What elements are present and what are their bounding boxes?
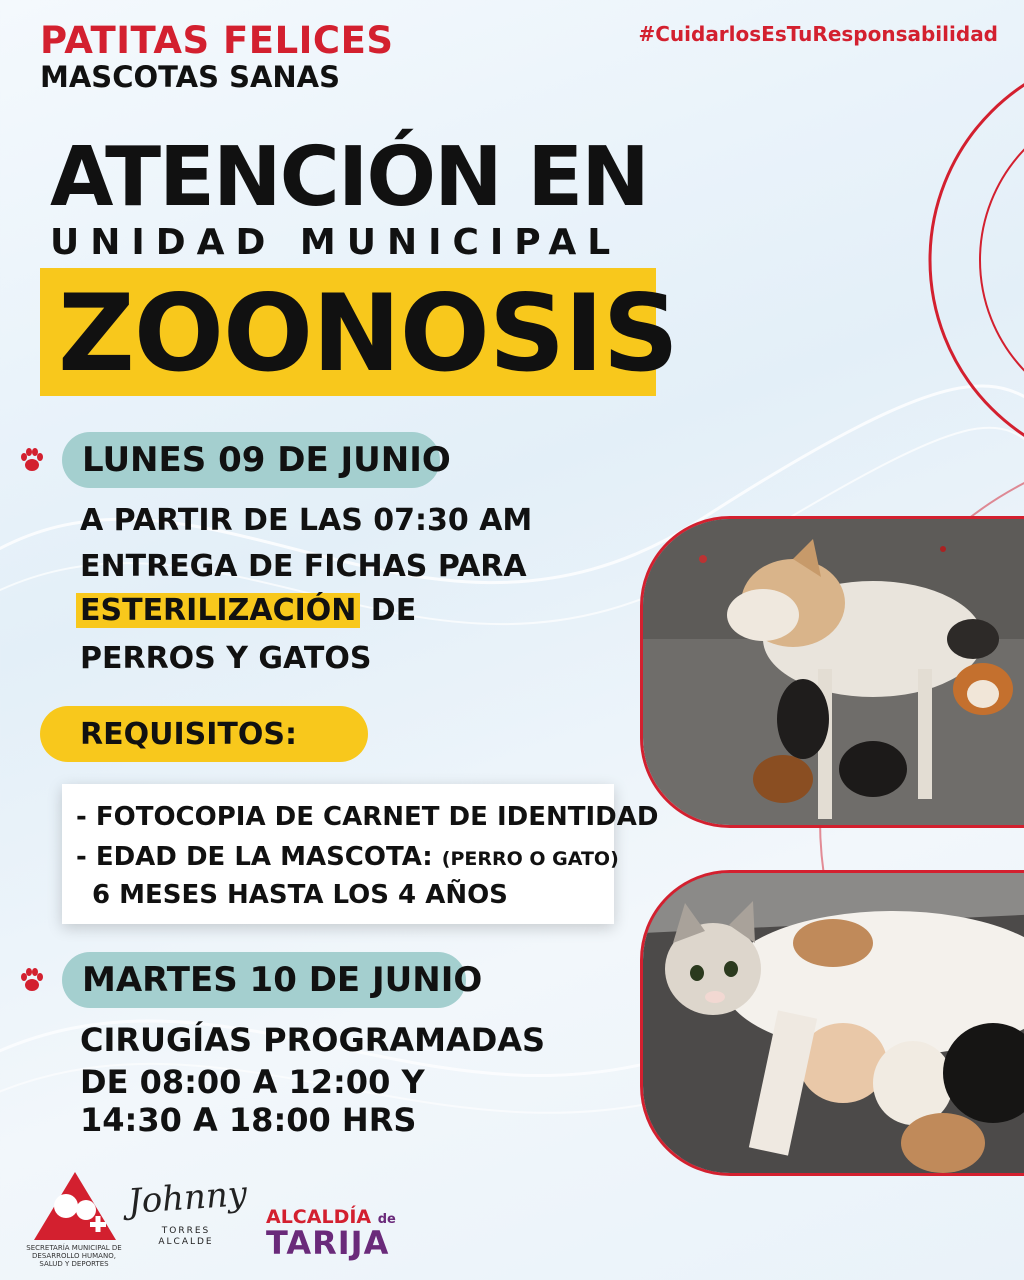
mayor-signature-subtitle: TORRES ALCALDE — [158, 1226, 214, 1247]
day1-line1: A PARTIR DE LAS 07:30 AM — [80, 503, 533, 538]
brand-block — [40, 19, 394, 94]
alcaldia-de: de — [377, 1212, 396, 1227]
brand-line1: PATITAS FELICES — [40, 19, 394, 62]
brand-line2: MASCOTAS SANAS — [40, 60, 341, 94]
date-badge-tuesday — [62, 952, 483, 1008]
mayor-signature: Johnny — [126, 1173, 249, 1223]
day1-line3-rest: DE — [360, 593, 417, 628]
day1-line3 — [80, 593, 417, 628]
date-label: LUNES 09 DE JUNIO — [82, 440, 451, 480]
requirements-label: REQUISITOS: — [80, 716, 297, 752]
alcaldia-city: TARIJA — [266, 1224, 390, 1262]
paw-icon — [18, 966, 46, 994]
secretaria-logo — [30, 1170, 120, 1242]
title-line3: ZOONOSIS — [58, 272, 679, 395]
title-line2: UNIDAD MUNICIPAL — [50, 222, 622, 263]
highlight-sterilization: ESTERILIZACIÓN — [76, 593, 360, 628]
dog-with-puppies-photo — [640, 516, 1024, 828]
title-line1: ATENCIÓN EN — [50, 130, 648, 225]
day1-line2: ENTREGA DE FICHAS PARA — [80, 549, 527, 584]
paw-icon — [18, 446, 46, 474]
secretaria-text: SECRETARÍA MUNICIPAL DE DESARROLLO HUMANO, SALUD Y DEPORTES — [26, 1244, 122, 1269]
date-label: MARTES 10 DE JUNIO — [82, 960, 483, 1000]
requirement-item2-cont: 6 MESES HASTA LOS 4 AÑOS — [92, 880, 508, 910]
date-badge-monday — [62, 432, 451, 488]
day2-line2: DE 08:00 A 12:00 Y — [80, 1063, 425, 1101]
day2-line3: 14:30 A 18:00 HRS — [80, 1101, 417, 1139]
requirement-item2 — [76, 842, 619, 872]
day2-line1: CIRUGÍAS PROGRAMADAS — [80, 1021, 546, 1059]
requirement-item1: - FOTOCOPIA DE CARNET DE IDENTIDAD — [76, 802, 659, 832]
requirements-badge — [40, 706, 368, 762]
alcaldia-word: ALCALDÍA — [266, 1206, 372, 1228]
hashtag: #CuidarlosEsTuResponsabilidad — [638, 22, 998, 46]
cat-with-kittens-photo — [640, 870, 1024, 1176]
requirement-item2-main: - EDAD DE LA MASCOTA: — [76, 842, 442, 872]
requirement-item2-note: (PERRO O GATO) — [441, 848, 619, 870]
day1-line4: PERROS Y GATOS — [80, 641, 372, 676]
